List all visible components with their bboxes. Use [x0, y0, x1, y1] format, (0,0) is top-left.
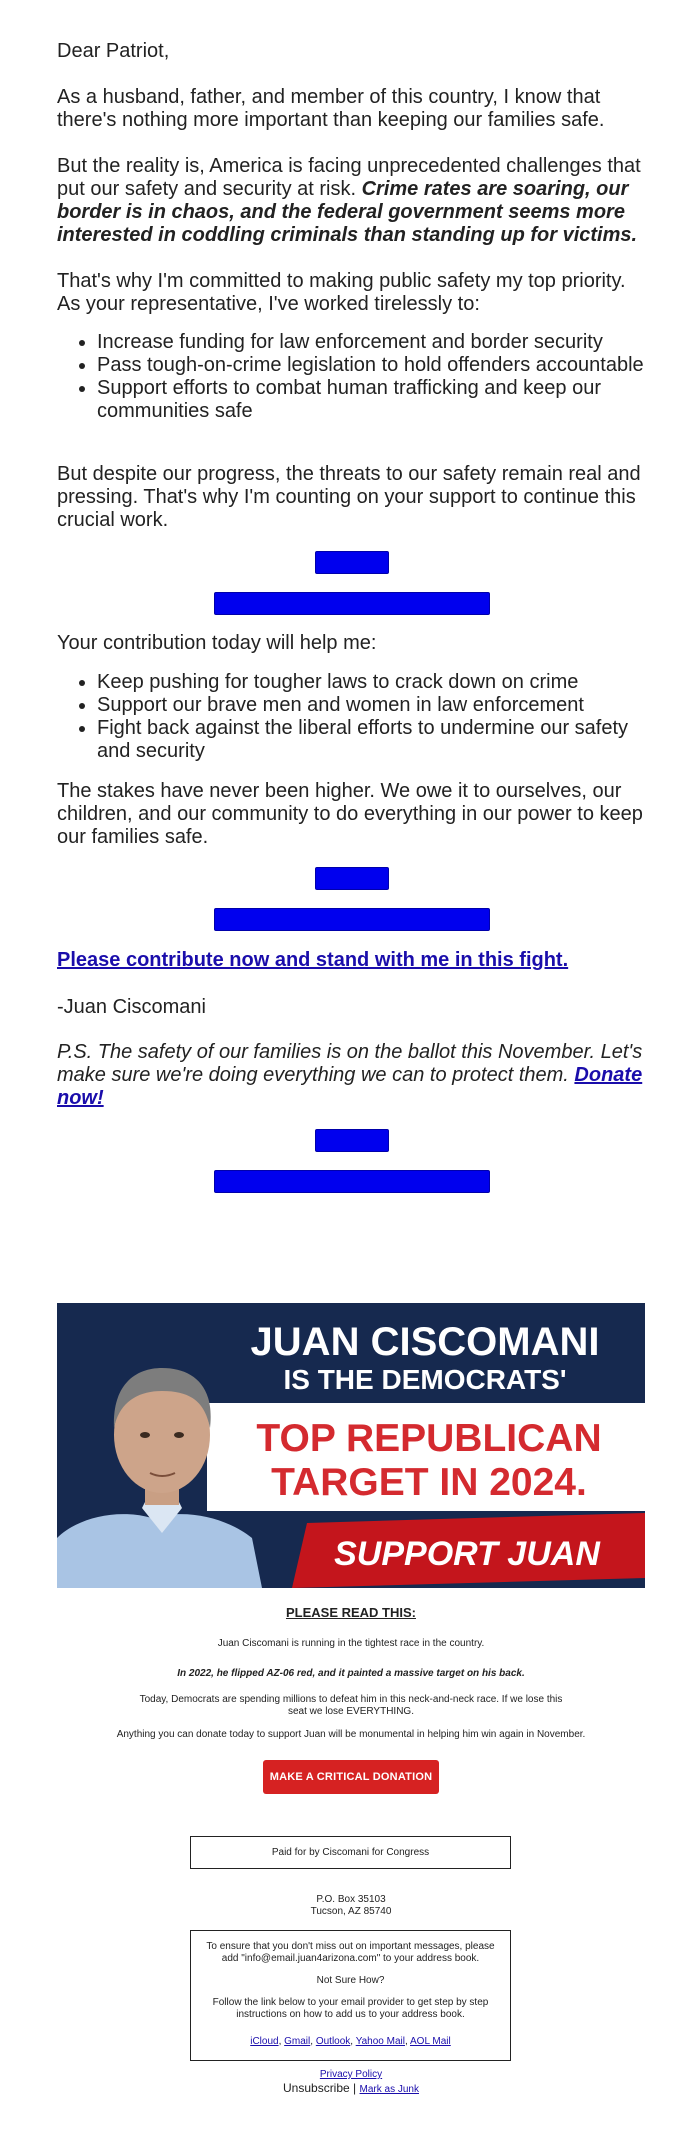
- aol-mail-link[interactable]: AOL Mail: [410, 2036, 451, 2047]
- paragraph-3: That's why I'm committed to making public safety my top priority. As your representative, I've worked tirelessly to:: [57, 270, 626, 315]
- notice-line-3: Today, Democrats are spending millions to defeat him in this neck-and-neck race. If we lose this seat we lose EVERYTHING.: [139, 1694, 563, 1717]
- paragraph-2-plain: But the reality is, America is facing unprecedented challenges that put our safety and security at risk.: [57, 155, 641, 200]
- postscript-text: [57, 1041, 645, 1110]
- donate-button-small-3[interactable]: [315, 1129, 389, 1152]
- list-item: • Fight back against the liberal efforts to undermine our safety and security: [97, 717, 645, 763]
- follow-text: Follow the link below to your email provider to get step by step instructions on how to add us to your address book.: [212, 1997, 489, 2020]
- outlook-link[interactable]: Outlook: [315, 2036, 351, 2047]
- signature: -Juan Ciscomani: [57, 996, 206, 1018]
- footer-separator: |: [353, 2081, 357, 2095]
- ensure-text: To ensure that you don't miss out on important messages, please add "info@email.juan4arizona.com" to your address book.: [206, 1941, 495, 1964]
- donate-now-link[interactable]: Donate now!: [57, 1064, 643, 1109]
- list-item: • Increase funding for law enforcement and border security: [97, 331, 645, 354]
- address-book-box: [190, 1930, 511, 2061]
- gmail-link[interactable]: Gmail: [284, 2036, 311, 2047]
- notice-line-2: In 2022, he flipped AZ-06 red, and it painted a massive target on his back.: [177, 1668, 525, 1679]
- list-item: • Keep pushing for tougher laws to crack down on crime: [97, 671, 645, 694]
- paragraph-6: The stakes have never been higher. We owe it to ourselves, our children, and our community to do everything in our power to keep our families safe.: [57, 780, 643, 848]
- po-box: P.O. Box 35103: [316, 1894, 386, 1905]
- paragraph-4: But despite our progress, the threats to our safety remain real and pressing. That's why I'm counting on your support to continue this crucial work.: [57, 463, 641, 531]
- donate-button-small-2[interactable]: [315, 867, 389, 890]
- icloud-link[interactable]: iCloud: [250, 2036, 279, 2047]
- paragraph-intro: [57, 86, 645, 132]
- donate-button-wide-3[interactable]: [214, 1170, 490, 1193]
- banner-line4: TARGET IN 2024.: [271, 1461, 587, 1504]
- paragraph-1: As a husband, father, and member of this country, I know that there's nothing more important than keeping our families safe.: [57, 86, 605, 131]
- campaign-banner[interactable]: [57, 1303, 645, 1588]
- donate-button-wide-1[interactable]: [214, 592, 490, 615]
- greeting: Dear Patriot,: [57, 40, 170, 62]
- provider-links: iCloud, Gmail, Outlook, Yahoo Mail, AOL Mail: [250, 2036, 451, 2047]
- contribute-link[interactable]: Please contribute now and stand with me in this fight.: [57, 949, 569, 971]
- donate-button-small-1[interactable]: [315, 551, 389, 574]
- paragraph-2: [57, 155, 645, 247]
- privacy-policy-link[interactable]: Privacy Policy: [319, 2069, 383, 2080]
- postscript: [57, 1041, 645, 1110]
- not-sure-text: Not Sure How?: [316, 1975, 385, 1986]
- notice-heading: PLEASE READ THIS:: [285, 1605, 416, 1620]
- paragraph-commitment: [57, 270, 645, 316]
- paragraph-stakes: [57, 780, 645, 849]
- paid-for-text: Paid for by Ciscomani for Congress: [271, 1847, 430, 1858]
- mark-as-junk-link[interactable]: Mark as Junk: [359, 2084, 419, 2095]
- goals-list: [57, 671, 645, 763]
- unsubscribe-link[interactable]: Unsubscribe: [283, 2081, 350, 2095]
- banner-line3: TOP REPUBLICAN: [256, 1417, 602, 1460]
- signature-row: [57, 996, 645, 1019]
- banner-cta: SUPPORT JUAN: [334, 1535, 600, 1573]
- privacy-row: [57, 2069, 645, 2081]
- notice-line-1: Juan Ciscomani is running in the tightest race in the country.: [217, 1638, 485, 1649]
- paragraph-contribution: [57, 632, 645, 655]
- paragraph-5: Your contribution today will help me:: [57, 632, 377, 654]
- accomplishments-list: [57, 331, 645, 423]
- paragraph-2-emphasis: Crime rates are soaring, our border is in chaos, and the federal government seems more interested in coddling criminals than standing up for victims.: [57, 178, 638, 246]
- banner-line2: IS THE DEMOCRATS': [283, 1364, 567, 1395]
- list-item: • Support our brave men and women in law enforcement: [97, 694, 645, 717]
- postscript-body: P.S. The safety of our families is on the ballot this November. Let's make sure we're doing everything we can to protect them.: [57, 1041, 643, 1086]
- list-item: • Pass tough-on-crime legislation to hold offenders accountable: [97, 354, 645, 377]
- city-address: Tucson, AZ 85740: [310, 1906, 392, 1917]
- notice-line-4: Anything you can donate today to support Juan will be monumental in helping him win again in November.: [116, 1729, 586, 1740]
- yahoo-mail-link[interactable]: Yahoo Mail: [355, 2036, 405, 2047]
- paid-for-box: [190, 1836, 511, 1869]
- banner-name: JUAN CISCOMANI: [250, 1320, 600, 1364]
- critical-donation-button[interactable]: MAKE A CRITICAL DONATION: [263, 1760, 439, 1794]
- contribute-link-row: [57, 949, 645, 972]
- list-item: • Support efforts to combat human trafficking and keep our communities safe: [97, 377, 645, 423]
- paragraph-progress: [57, 463, 645, 532]
- banner-graphic: [57, 1303, 645, 1588]
- letter-body: [57, 40, 645, 63]
- paragraph-challenges: [57, 155, 645, 247]
- unsubscribe-row: [57, 2081, 645, 2097]
- donate-button-wide-2[interactable]: [214, 908, 490, 931]
